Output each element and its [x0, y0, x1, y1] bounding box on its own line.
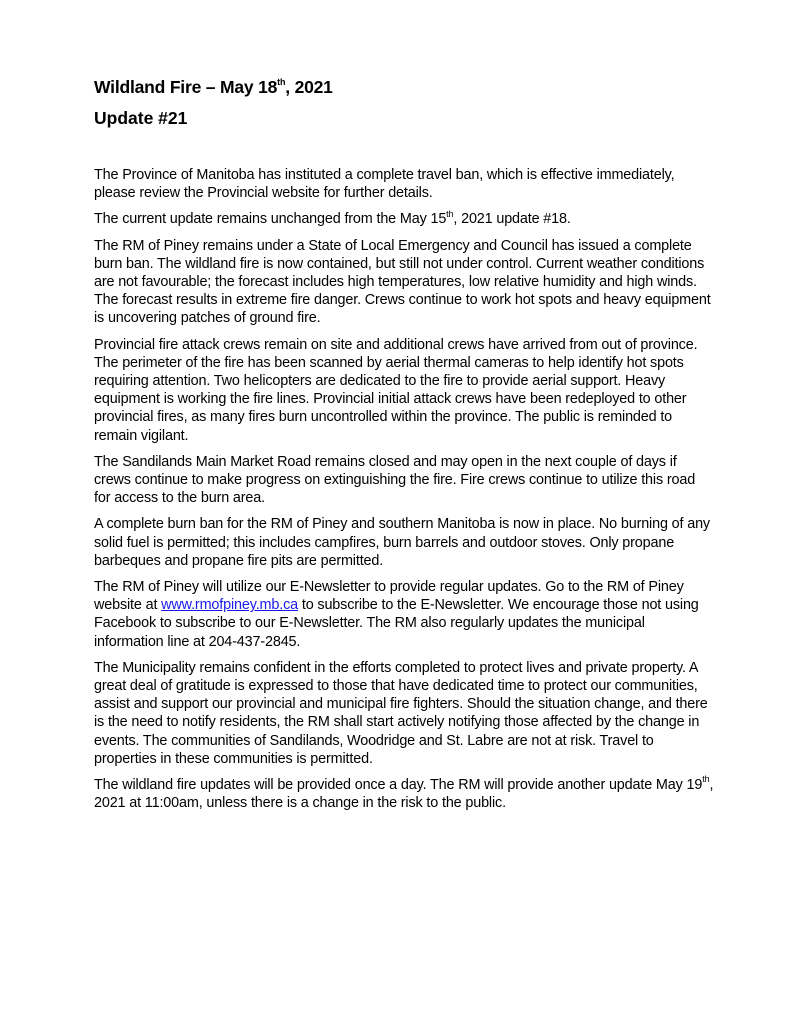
paragraph-municipality-confidence: The Municipality remains confident in the efforts completed to protect lives and private property. A great deal of gratitude is expressed to those that have dedicated time to protect our communities, assist and support our provincial and municipal fire fighters. Should the situation change, and there is the need to notify residents, the RM shall start actively notifying those affected by the change in events. The communities of Sandilands, Woodridge and St. Labre are not at risk. Travel to properties in these communities is permitted.: [94, 659, 708, 767]
document-body: [94, 166, 714, 821]
paragraph-fire-crews: Provincial fire attack crews remain on site and additional crews have arrived from out of province. The perimeter of the fire has been scanned by aerial thermal cameras to help identify hot spots requiring attention. Two helicopters are dedicated to the fire to provide aerial support. Heavy equipment is working the fire lines. Provincial initial attack crews have been redeployed to other provincial fires, as many fires burn uncontrolled within the province. The public is reminded to remain vigilant.: [94, 336, 698, 444]
paragraph-road-closure: The Sandilands Main Market Road remains closed and may open in the next couple of days if crews continue to make progress on extinguishing the fire. Fire crews continue to utilize this road for access to the burn area.: [94, 453, 696, 507]
paragraph-newsletter: The RM of Piney will utilize our E-Newsletter to provide regular updates. Go to the RM of Piney website at www.rmofpiney.mb.ca to subscribe to the E-Newsletter. We encourage those not using Facebook to subscribe to our E-Newsletter. The RM also regularly updates the municipal information line at 204-437-2845.: [94, 579, 699, 650]
paragraph-travel-ban: The Province of Manitoba has instituted a complete travel ban, which is effective immediately, please review the Provincial website for further details.: [94, 167, 675, 202]
paragraph-update-status: The current update remains unchanged from the May 15th, 2021 update #18.: [94, 208, 571, 228]
paragraph-state-of-emergency: The RM of Piney remains under a State of Local Emergency and Council has issued a complete burn ban. The wildland fire is now contained, but still not under control. Current weather conditions are not favourable; the forecast includes high temperatures, low relative humidity and high winds. The forecast results in extreme fire danger. Crews continue to work hot spots and heavy equipment is uncovering patches of ground fire.: [94, 237, 711, 327]
title-ordinal-suffix: th: [277, 77, 286, 88]
paragraph-next-update: The wildland fire updates will be provided once a day. The RM will provide another update May 19th, 2021 at 11:00am, unless there is a change in the risk to the public.: [94, 774, 714, 812]
update-number: Update #21: [94, 108, 188, 128]
document-title: Wildland Fire – May 18th, 2021: [94, 77, 333, 97]
paragraph-burn-ban: A complete burn ban for the RM of Piney and southern Manitoba is now in place. No burning of any solid fuel is permitted; this includes campfires, burn barrels and outdoor stoves. Only propane barbeques and propane fire pits are permitted.: [94, 516, 710, 569]
website-link[interactable]: www.rmofpiney.mb.ca: [161, 597, 298, 614]
